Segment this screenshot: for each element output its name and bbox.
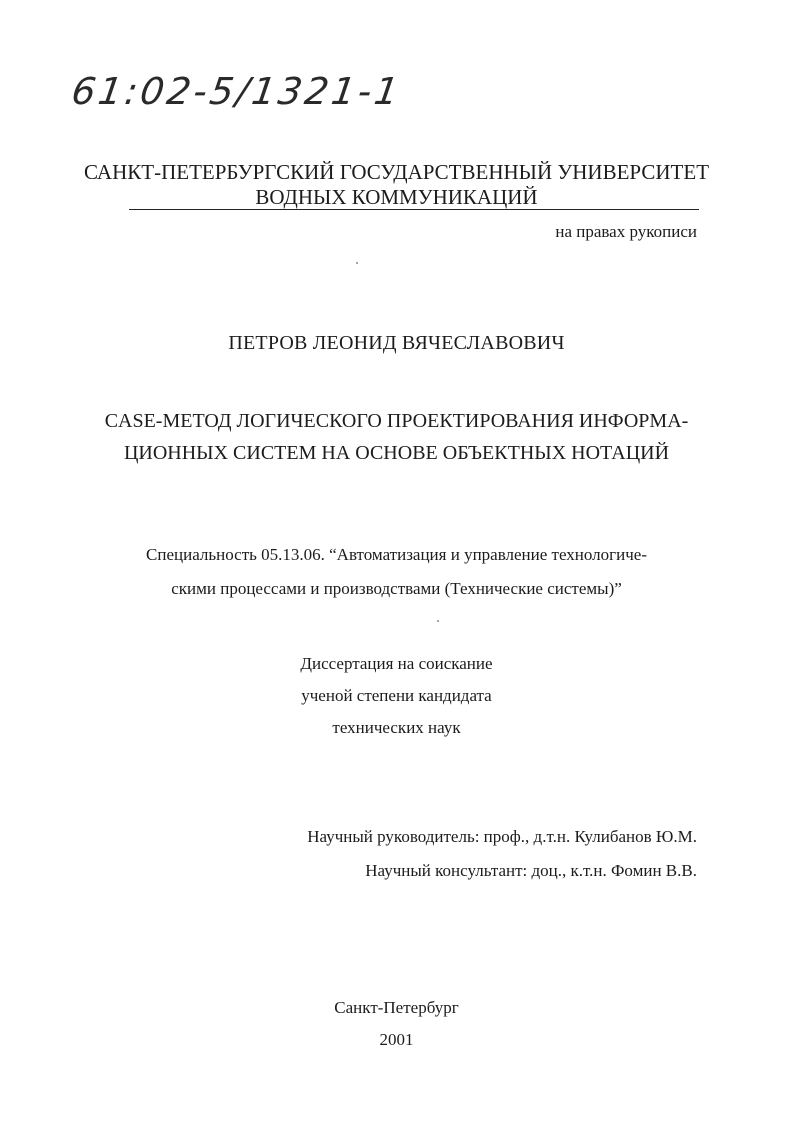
- supervisors: [307, 820, 697, 888]
- dissertation-title: [0, 405, 793, 469]
- specialty: [0, 538, 793, 606]
- degree-line-3: технических наук: [332, 718, 461, 737]
- university-line-2: ВОДНЫХ КОММУНИКАЦИЙ: [255, 185, 538, 209]
- author-name: ПЕТРОВ ЛЕОНИД ВЯЧЕСЛАВОВИЧ: [228, 332, 565, 354]
- scan-speck: [356, 262, 358, 264]
- degree-line-1: Диссертация на соискание: [300, 654, 493, 673]
- scientific-consultant: Научный консультант: доц., к.т.н. Фомин В.В.: [365, 861, 697, 880]
- degree-statement: [0, 648, 793, 744]
- specialty-line-2: скими процессами и производствами (Технические системы)”: [171, 579, 622, 598]
- header-divider: [129, 209, 699, 210]
- scan-speck: [437, 620, 439, 622]
- archive-number-handwritten: 61:02-5/1321-1: [68, 70, 405, 113]
- university-line-1: САНКТ-ПЕТЕРБУРГСКИЙ ГОСУДАРСТВЕННЫЙ УНИВЕРСИТЕТ: [83, 160, 710, 184]
- university-name: [0, 160, 793, 210]
- city: Санкт-Петербург: [334, 998, 459, 1017]
- scientific-advisor: Научный руководитель: проф., д.т.н. Кулибанов Ю.М.: [307, 827, 697, 846]
- title-line-1: CASE-МЕТОД ЛОГИЧЕСКОГО ПРОЕКТИРОВАНИЯ ИНФОРМА-: [104, 410, 689, 432]
- specialty-line-1: Специальность 05.13.06. “Автоматизация и управление технологиче-: [146, 545, 647, 564]
- rights-note: на правах рукописи: [555, 222, 697, 241]
- place-and-year: [0, 992, 793, 1056]
- year: 2001: [379, 1030, 414, 1049]
- degree-line-2: ученой степени кандидата: [301, 686, 492, 705]
- title-line-2: ЦИОННЫХ СИСТЕМ НА ОСНОВЕ ОБЪЕКТНЫХ НОТАЦИЙ: [123, 442, 670, 464]
